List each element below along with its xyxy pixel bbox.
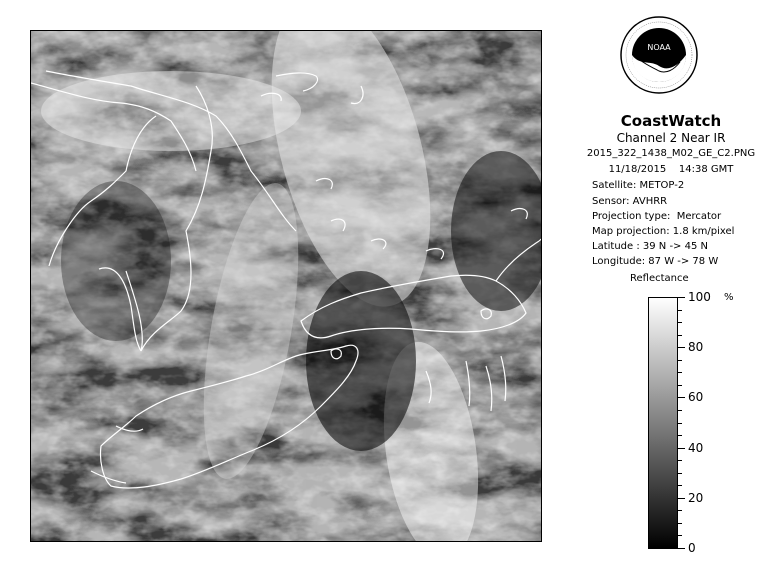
colorbar-minor-tick — [678, 335, 682, 336]
colorbar-minor-tick — [678, 360, 682, 361]
channel-name: Channel 2 Near IR — [616, 131, 726, 145]
product-title: CoastWatch — [620, 112, 722, 130]
projection-type-line: Projection type: Mercator — [592, 211, 722, 222]
map-layer — [31, 31, 542, 542]
colorbar-tick-label: 40 — [688, 440, 704, 455]
colorbar-minor-tick — [678, 385, 682, 386]
colorbar — [648, 297, 678, 549]
colorbar-tick-label: 60 — [688, 390, 704, 405]
colorbar-major-tick — [678, 498, 685, 499]
info-panel — [560, 0, 782, 572]
colorbar-minor-tick — [678, 322, 682, 323]
colorbar-major-tick — [678, 548, 685, 549]
colorbar-tick-label: 0 — [688, 541, 696, 555]
colorbar-minor-tick — [678, 435, 682, 436]
colorbar-major-tick — [678, 397, 685, 398]
colorbar-tick-label: 20 — [688, 490, 704, 505]
noaa-logo-icon — [620, 16, 698, 94]
longitude-line: Longitude: 87 W -> 78 W — [592, 256, 719, 267]
colorbar-unit: % — [724, 292, 734, 303]
colorbar-label: Reflectance — [630, 273, 689, 284]
colorbar-tick-label: 80 — [688, 340, 704, 355]
colorbar-minor-tick — [678, 473, 682, 474]
colorbar-major-tick — [678, 297, 685, 298]
satellite-image — [30, 30, 542, 542]
cloud-band — [41, 71, 301, 151]
colorbar-minor-tick — [678, 523, 682, 524]
colorbar-minor-tick — [678, 485, 682, 486]
colorbar-minor-tick — [678, 410, 682, 411]
colorbar-minor-tick — [678, 535, 682, 536]
colorbar-minor-tick — [678, 372, 682, 373]
clear-area — [306, 271, 416, 451]
logo-text: NOAA — [647, 43, 671, 52]
date-time: 11/18/2015 14:38 GMT — [608, 164, 734, 175]
map-projection-line: Map projection: 1.8 km/pixel — [592, 226, 735, 237]
sensor-line: Sensor: AVHRR — [592, 196, 668, 207]
colorbar-minor-tick — [678, 310, 682, 311]
colorbar-major-tick — [678, 347, 685, 348]
colorbar-minor-tick — [678, 423, 682, 424]
clear-area — [61, 181, 171, 341]
latitude-line: Latitude : 39 N -> 45 N — [592, 241, 708, 252]
colorbar-tick-label: 100 — [688, 290, 711, 304]
colorbar-minor-tick — [678, 510, 682, 511]
colorbar-minor-tick — [678, 460, 682, 461]
file-name: 2015_322_1438_M02_GE_C2.PNG — [586, 148, 756, 159]
satellite-line: Satellite: METOP-2 — [592, 180, 685, 191]
colorbar-major-tick — [678, 448, 685, 449]
